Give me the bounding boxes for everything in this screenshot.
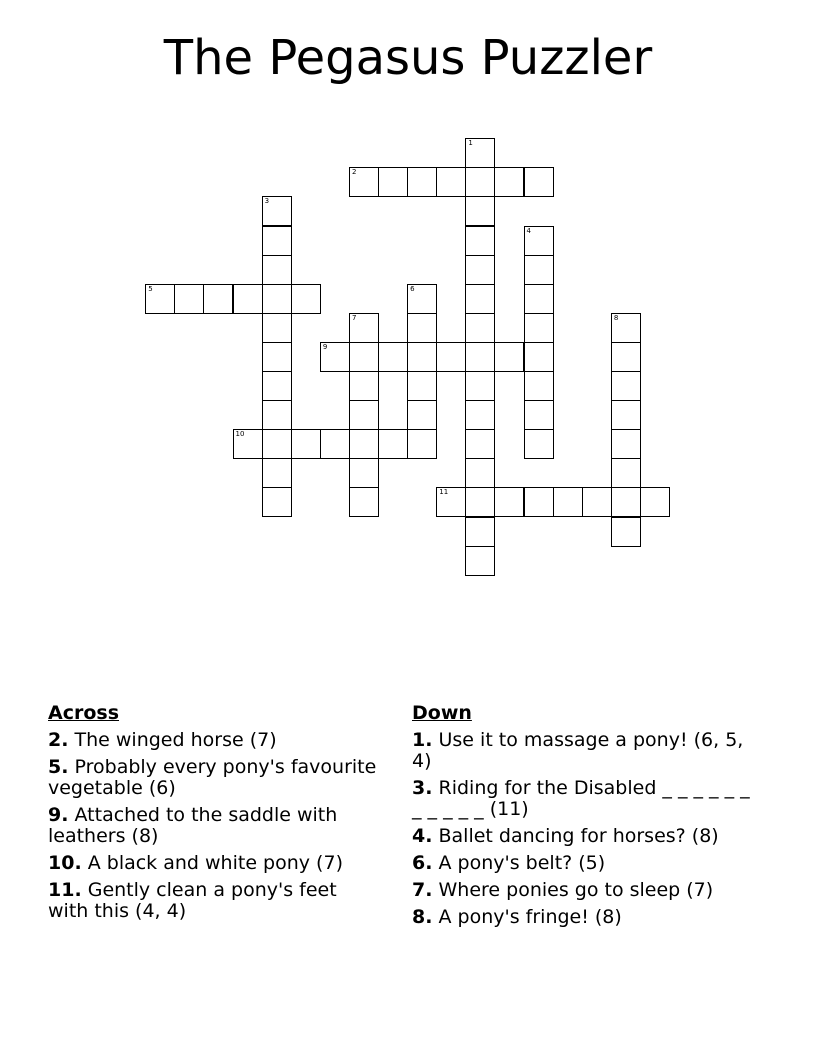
grid-cell[interactable] bbox=[494, 342, 524, 372]
grid-cell[interactable] bbox=[611, 371, 641, 401]
clue-text: A pony's belt? (5) bbox=[438, 852, 606, 874]
grid-cell[interactable] bbox=[349, 313, 379, 343]
grid-cell[interactable] bbox=[262, 487, 292, 517]
grid-cell[interactable] bbox=[611, 429, 641, 459]
clue-number-label: 11 bbox=[439, 488, 449, 497]
grid-cell[interactable] bbox=[262, 400, 292, 430]
clue-number-label: 8 bbox=[613, 313, 619, 322]
grid-cell[interactable] bbox=[553, 487, 583, 517]
grid-cell[interactable] bbox=[465, 429, 495, 459]
clue-number: 10. bbox=[48, 852, 82, 874]
grid-cell[interactable] bbox=[349, 429, 379, 459]
grid-cell[interactable] bbox=[465, 458, 495, 488]
clue-number-label: 3 bbox=[264, 197, 270, 206]
clue-number-label: 2 bbox=[351, 168, 357, 177]
across-heading: Across bbox=[48, 702, 120, 724]
clue-number: 8. bbox=[412, 906, 433, 928]
grid-cell[interactable] bbox=[407, 313, 437, 343]
grid-cell[interactable] bbox=[465, 400, 495, 430]
grid-cell[interactable] bbox=[174, 284, 204, 314]
grid-cell[interactable] bbox=[465, 167, 495, 197]
down-heading: Down bbox=[412, 702, 472, 724]
clue-number-label: 9 bbox=[322, 342, 328, 351]
grid-cell[interactable] bbox=[349, 400, 379, 430]
grid-cell[interactable] bbox=[465, 342, 495, 372]
grid-cell[interactable] bbox=[407, 284, 437, 314]
grid-cell[interactable] bbox=[203, 284, 233, 314]
grid-cell[interactable] bbox=[465, 517, 495, 547]
grid-cell[interactable] bbox=[524, 342, 554, 372]
grid-cell[interactable] bbox=[524, 167, 554, 197]
grid-cell[interactable] bbox=[378, 342, 408, 372]
grid-cell[interactable] bbox=[465, 138, 495, 168]
grid-cell[interactable] bbox=[465, 313, 495, 343]
grid-cell[interactable] bbox=[465, 371, 495, 401]
grid-cell[interactable] bbox=[436, 167, 466, 197]
grid-cell[interactable] bbox=[611, 342, 641, 372]
clue-text: Probably every pony's favourite vegetable (6) bbox=[48, 756, 377, 799]
grid-cell[interactable] bbox=[436, 342, 466, 372]
clue-number: 3. bbox=[412, 777, 433, 799]
grid-cell[interactable] bbox=[291, 284, 321, 314]
clue-text: Gently clean a pony's feet with this (4, 4) bbox=[48, 879, 337, 922]
clue-text: Ballet dancing for horses? (8) bbox=[438, 825, 719, 847]
grid-cell[interactable] bbox=[494, 487, 524, 517]
grid-cell[interactable] bbox=[378, 429, 408, 459]
grid-cell[interactable] bbox=[145, 284, 175, 314]
clue-number: 9. bbox=[48, 804, 69, 826]
across-clue bbox=[48, 757, 378, 799]
clue-number-label: 6 bbox=[410, 284, 415, 293]
grid-cell[interactable] bbox=[465, 546, 495, 576]
grid-cell[interactable] bbox=[407, 429, 437, 459]
grid-cell[interactable] bbox=[465, 284, 495, 314]
grid-cell[interactable] bbox=[465, 196, 495, 226]
grid-cell[interactable] bbox=[262, 226, 292, 256]
grid-cell[interactable] bbox=[611, 400, 641, 430]
grid-cell[interactable] bbox=[494, 167, 524, 197]
clue-text: Use it to massage a pony! (6, 5, 4) bbox=[412, 729, 744, 772]
grid-cell[interactable] bbox=[524, 255, 554, 285]
clue-number: 5. bbox=[48, 756, 69, 778]
grid-cell[interactable] bbox=[262, 458, 292, 488]
clue-number: 2. bbox=[48, 729, 69, 751]
clue-number: 11. bbox=[48, 879, 82, 901]
down-clue bbox=[412, 730, 752, 772]
grid-cell[interactable] bbox=[407, 167, 437, 197]
grid-cell[interactable] bbox=[320, 342, 350, 372]
clue-text: Riding for the Disabled _ _ _ _ _ _ _ _ _ _ _ (11) bbox=[412, 777, 750, 820]
grid-cell[interactable] bbox=[407, 342, 437, 372]
grid-cell[interactable] bbox=[524, 429, 554, 459]
clue-number: 7. bbox=[412, 879, 433, 901]
grid-cell[interactable] bbox=[524, 226, 554, 256]
grid-cell[interactable] bbox=[465, 255, 495, 285]
grid-cell[interactable] bbox=[524, 284, 554, 314]
grid-cell[interactable] bbox=[262, 342, 292, 372]
grid-cell[interactable] bbox=[349, 167, 379, 197]
across-clue bbox=[48, 730, 378, 751]
grid-cell[interactable] bbox=[611, 517, 641, 547]
grid-cell[interactable] bbox=[524, 371, 554, 401]
clue-number: 6. bbox=[412, 852, 433, 874]
clue-number-label: 1 bbox=[468, 139, 473, 148]
grid-cell[interactable] bbox=[524, 487, 554, 517]
down-clue bbox=[412, 778, 752, 820]
clue-number-label: 10 bbox=[235, 430, 245, 439]
across-clues bbox=[48, 703, 378, 928]
grid-cell[interactable] bbox=[407, 400, 437, 430]
grid-cell[interactable] bbox=[262, 255, 292, 285]
grid-cell[interactable] bbox=[407, 371, 437, 401]
clue-number-label: 7 bbox=[351, 313, 357, 322]
grid-cell[interactable] bbox=[349, 371, 379, 401]
grid-cell[interactable] bbox=[524, 400, 554, 430]
clue-text: Where ponies go to sleep (7) bbox=[438, 879, 714, 901]
clue-text: Attached to the saddle with leathers (8) bbox=[48, 804, 338, 847]
clue-text: The winged horse (7) bbox=[74, 729, 277, 751]
grid-cell[interactable] bbox=[349, 487, 379, 517]
page-title: The Pegasus Puzzler bbox=[163, 30, 653, 86]
down-clues bbox=[412, 703, 752, 934]
across-clue bbox=[48, 805, 378, 847]
grid-cell[interactable] bbox=[611, 458, 641, 488]
clue-number-label: 5 bbox=[148, 284, 153, 293]
grid-cell[interactable] bbox=[436, 487, 466, 517]
grid-cell[interactable] bbox=[465, 226, 495, 256]
grid-cell[interactable] bbox=[349, 342, 379, 372]
down-clue bbox=[412, 907, 752, 928]
clue-text: A pony's fringe! (8) bbox=[438, 906, 622, 928]
down-clue bbox=[412, 880, 752, 901]
down-clue bbox=[412, 826, 752, 847]
clue-number: 4. bbox=[412, 825, 433, 847]
grid-cell[interactable] bbox=[262, 371, 292, 401]
grid-cell[interactable] bbox=[611, 313, 641, 343]
grid-cell[interactable] bbox=[262, 313, 292, 343]
grid-cell[interactable] bbox=[262, 284, 292, 314]
grid-cell[interactable] bbox=[582, 487, 612, 517]
across-clue bbox=[48, 853, 378, 874]
grid-cell[interactable] bbox=[640, 487, 670, 517]
down-clue bbox=[412, 853, 752, 874]
grid-cell[interactable] bbox=[524, 313, 554, 343]
clue-number-label: 4 bbox=[526, 226, 532, 235]
grid-cell[interactable] bbox=[233, 429, 263, 459]
clue-number: 1. bbox=[412, 729, 433, 751]
grid-cell[interactable] bbox=[233, 284, 263, 314]
grid-cell[interactable] bbox=[320, 429, 350, 459]
grid-cell[interactable] bbox=[465, 487, 495, 517]
grid-cell[interactable] bbox=[378, 167, 408, 197]
across-clue bbox=[48, 880, 378, 922]
grid-cell[interactable] bbox=[611, 487, 641, 517]
grid-cell[interactable] bbox=[291, 429, 321, 459]
grid-cell[interactable] bbox=[349, 458, 379, 488]
grid-cell[interactable] bbox=[262, 429, 292, 459]
clue-text: A black and white pony (7) bbox=[87, 852, 343, 874]
grid-cell[interactable] bbox=[262, 196, 292, 226]
